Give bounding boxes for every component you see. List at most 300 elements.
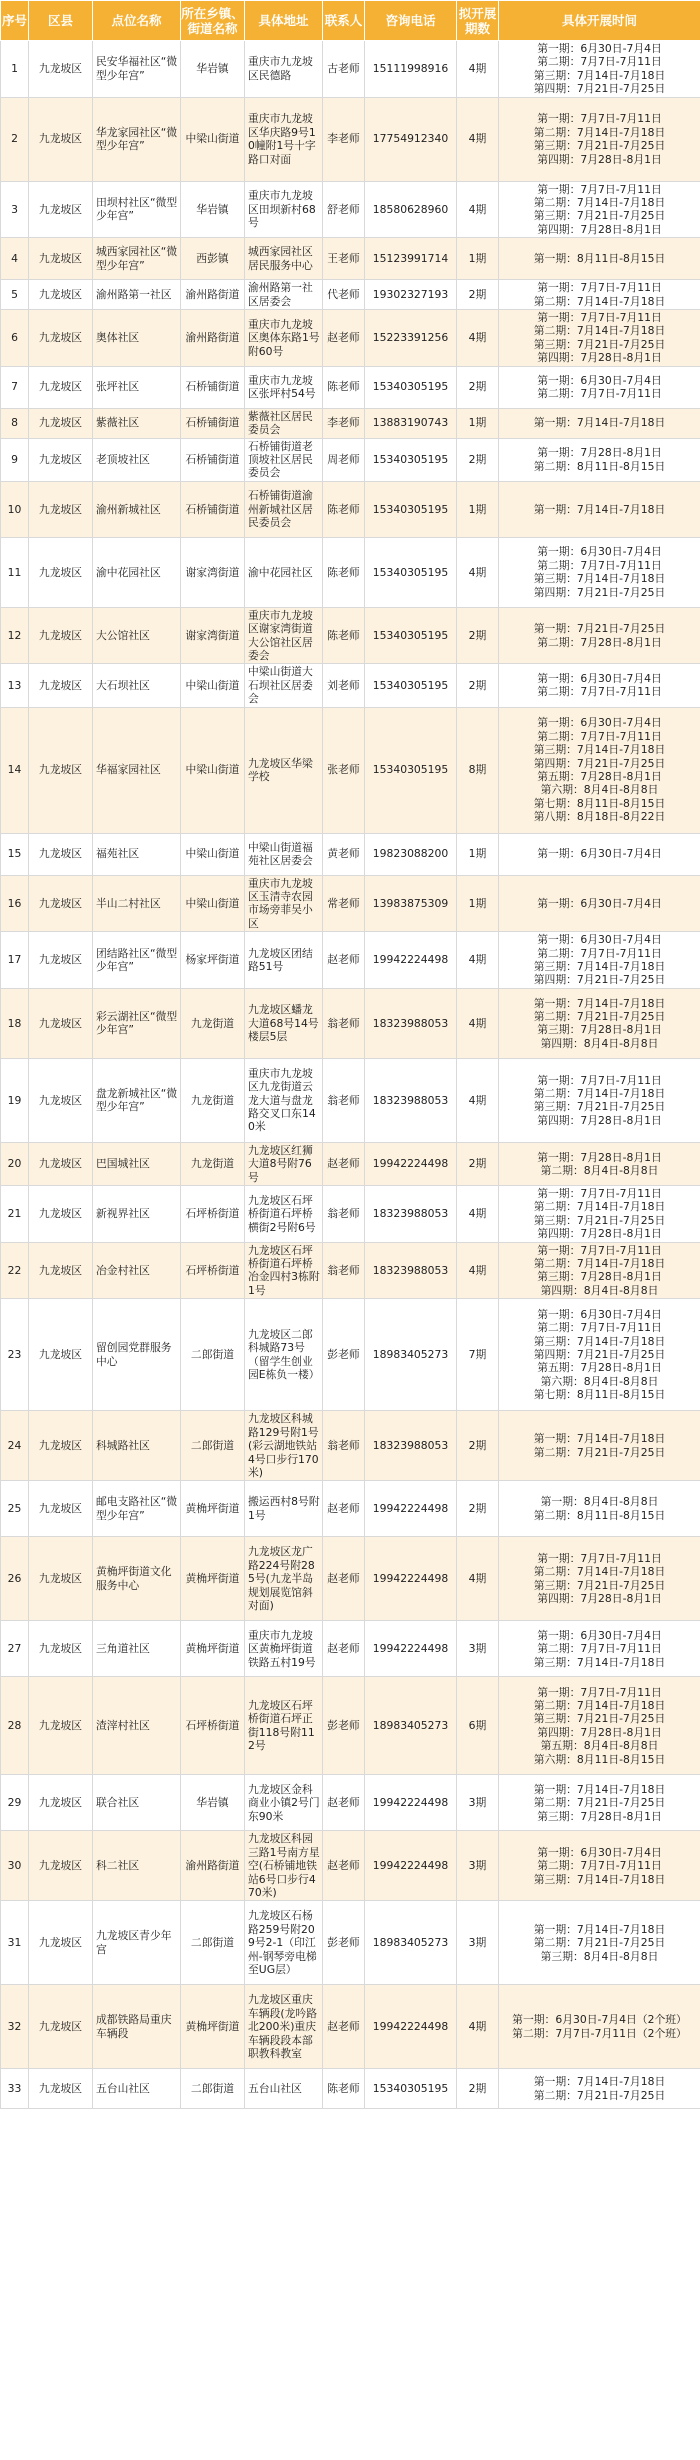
cell-contact: 陈老师 <box>323 607 365 664</box>
schedule-period: 第二期：7月21日-7月25日 <box>533 1936 666 1950</box>
cell-contact: 赵老师 <box>323 932 365 989</box>
schedule-period: 第三期：7月21日-7月25日 <box>533 1213 666 1227</box>
cell-site-name: 华福家园社区 <box>93 707 181 833</box>
cell-county: 九龙坡区 <box>29 664 93 707</box>
cell-site-name: 渣滓村社区 <box>93 1677 181 1775</box>
cell-phone: 18983405273 <box>365 1901 457 1985</box>
cell-address: 渝州路第一社区居委会 <box>245 280 323 310</box>
cell-contact: 翁老师 <box>323 1186 365 1243</box>
cell-phone: 19942224498 <box>365 1481 457 1537</box>
cell-phone: 18323988053 <box>365 1411 457 1481</box>
schedule-period: 第三期：7月14日-7月18日 <box>533 1334 666 1348</box>
cell-street: 中梁山街道 <box>181 97 245 181</box>
cell-index: 3 <box>1 181 29 238</box>
cell-site-name: 城西家园社区“微型少年宫” <box>93 238 181 280</box>
cell-site-name: 科城路社区 <box>93 1411 181 1481</box>
cell-schedule <box>499 1481 700 1537</box>
cell-schedule <box>499 1242 700 1299</box>
table-row <box>1 1299 700 1411</box>
schedule-period: 第一期：6月30日-7月4日 <box>537 545 662 559</box>
schedule-period: 第三期：7月28日-8月1日 <box>537 1270 662 1284</box>
cell-index: 1 <box>1 41 29 98</box>
cell-index: 12 <box>1 607 29 664</box>
schedule-period: 第一期：6月30日-7月4日 <box>537 373 662 387</box>
table-row <box>1 481 700 537</box>
cell-address: 五台山社区 <box>245 2069 323 2109</box>
schedule-period: 第四期：7月28日-8月1日 <box>537 351 662 365</box>
cell-phone: 15340305195 <box>365 438 457 481</box>
cell-contact: 彭老师 <box>323 1677 365 1775</box>
cell-periods: 2期 <box>457 1411 499 1481</box>
cell-county: 九龙坡区 <box>29 833 93 875</box>
cell-index: 18 <box>1 988 29 1058</box>
cell-site-name: 半山二村社区 <box>93 875 181 932</box>
cell-street: 石桥铺街道 <box>181 408 245 438</box>
cell-periods: 3期 <box>457 1831 499 1901</box>
cell-periods: 1期 <box>457 875 499 932</box>
table-row <box>1 537 700 607</box>
table-row <box>1 1481 700 1537</box>
cell-phone: 19302327193 <box>365 280 457 310</box>
cell-address: 九龙坡区石坪桥街道石坪桥冶金四村3栋附1号 <box>245 1242 323 1299</box>
schedule-period: 第二期：7月14日-7月18日 <box>533 1200 666 1214</box>
cell-index: 19 <box>1 1058 29 1142</box>
cell-phone: 19942224498 <box>365 1775 457 1831</box>
cell-address: 九龙坡区团结路51号 <box>245 932 323 989</box>
table-row <box>1 1901 700 1985</box>
cell-county: 九龙坡区 <box>29 988 93 1058</box>
cell-county: 九龙坡区 <box>29 238 93 280</box>
cell-contact: 翁老师 <box>323 1242 365 1299</box>
cell-periods: 4期 <box>457 932 499 989</box>
cell-periods: 8期 <box>457 707 499 833</box>
cell-site-name: 华龙家园社区“微型少年宫” <box>93 97 181 181</box>
cell-contact: 陈老师 <box>323 366 365 408</box>
cell-county: 九龙坡区 <box>29 408 93 438</box>
cell-index: 9 <box>1 438 29 481</box>
cell-contact: 李老师 <box>323 97 365 181</box>
schedule-period: 第一期：7月28日-8月1日 <box>537 1150 662 1164</box>
cell-phone: 15340305195 <box>365 537 457 607</box>
schedule-period: 第三期：8月4日-8月8日 <box>540 1949 659 1963</box>
schedule-period: 第二期：7月14日-7月18日 <box>533 1257 666 1271</box>
cell-schedule <box>499 1299 700 1411</box>
cell-phone: 19942224498 <box>365 1831 457 1901</box>
cell-site-name: 田坝村社区“微型少年宫” <box>93 181 181 238</box>
cell-periods: 4期 <box>457 97 499 181</box>
cell-periods: 2期 <box>457 438 499 481</box>
cell-index: 17 <box>1 932 29 989</box>
schedule-period: 第五期：8月4日-8月8日 <box>540 1739 659 1753</box>
cell-site-name: 新视界社区 <box>93 1186 181 1243</box>
cell-contact: 刘老师 <box>323 664 365 707</box>
cell-street: 华岩镇 <box>181 41 245 98</box>
cell-site-name: 团结路社区“微型少年宫” <box>93 932 181 989</box>
cell-street: 二郎街道 <box>181 1901 245 1985</box>
cell-street: 中梁山街道 <box>181 664 245 707</box>
cell-contact: 陈老师 <box>323 2069 365 2109</box>
cell-periods: 1期 <box>457 481 499 537</box>
schedule-period: 第一期：7月7日-7月11日 <box>537 1243 662 1257</box>
schedule-period: 第三期：7月14日-7月18日 <box>533 572 666 586</box>
cell-site-name: 联合社区 <box>93 1775 181 1831</box>
cell-address: 重庆市九龙坡区民德路 <box>245 41 323 98</box>
cell-index: 16 <box>1 875 29 932</box>
schedule-period: 第七期：8月11日-8月15日 <box>533 1388 666 1402</box>
schedule-period: 第二期：8月11日-8月15日 <box>533 1508 666 1522</box>
cell-index: 27 <box>1 1621 29 1677</box>
table-row <box>1 1058 700 1142</box>
cell-contact: 赵老师 <box>323 1775 365 1831</box>
table-row <box>1 932 700 989</box>
schedule-period: 第三期：7月28日-8月1日 <box>537 1023 662 1037</box>
cell-street: 二郎街道 <box>181 1299 245 1411</box>
cell-periods: 4期 <box>457 181 499 238</box>
cell-index: 7 <box>1 366 29 408</box>
cell-address: 石桥铺街道老顶坡社区居民委员会 <box>245 438 323 481</box>
schedule-period: 第三期：7月21日-7月25日 <box>533 1578 666 1592</box>
cell-periods: 4期 <box>457 310 499 367</box>
cell-phone: 19942224498 <box>365 932 457 989</box>
cell-address: 九龙坡区科园三路1号南方星空(石桥铺地铁站6号口步行470米) <box>245 1831 323 1901</box>
table-row <box>1 833 700 875</box>
cell-index: 24 <box>1 1411 29 1481</box>
cell-index: 11 <box>1 537 29 607</box>
cell-schedule <box>499 1537 700 1621</box>
cell-phone: 15111998916 <box>365 41 457 98</box>
cell-phone: 19942224498 <box>365 1985 457 2069</box>
cell-county: 九龙坡区 <box>29 2069 93 2109</box>
cell-phone: 13883190743 <box>365 408 457 438</box>
cell-street: 中梁山街道 <box>181 707 245 833</box>
schedule-period: 第一期：7月14日-7月18日 <box>533 2075 666 2089</box>
schedule-period: 第一期：7月14日-7月18日 <box>533 1432 666 1446</box>
cell-address: 搬运西村8号附1号 <box>245 1481 323 1537</box>
schedule-period: 第一期：8月4日-8月8日 <box>540 1495 659 1509</box>
cell-phone: 18983405273 <box>365 1299 457 1411</box>
cell-index: 14 <box>1 707 29 833</box>
cell-county: 九龙坡区 <box>29 607 93 664</box>
cell-contact: 赵老师 <box>323 1142 365 1185</box>
cell-address: 重庆市九龙坡区奥体东路1号附60号 <box>245 310 323 367</box>
cell-index: 2 <box>1 97 29 181</box>
cell-county: 九龙坡区 <box>29 1411 93 1481</box>
cell-phone: 18323988053 <box>365 988 457 1058</box>
cell-address: 九龙坡区石坪桥街道石坪正街118号附112号 <box>245 1677 323 1775</box>
cell-site-name: 张坪社区 <box>93 366 181 408</box>
cell-schedule <box>499 988 700 1058</box>
cell-index: 28 <box>1 1677 29 1775</box>
cell-county: 九龙坡区 <box>29 41 93 98</box>
cell-contact: 张老师 <box>323 707 365 833</box>
schedule-period: 第一期：6月30日-7月4日 <box>537 933 662 947</box>
schedule-period: 第三期：7月14日-7月18日 <box>533 960 666 973</box>
cell-site-name: 大石坝社区 <box>93 664 181 707</box>
cell-county: 九龙坡区 <box>29 875 93 932</box>
cell-phone: 18983405273 <box>365 1677 457 1775</box>
cell-address: 重庆市九龙坡区华庆路9号10幢附1号十字路口对面 <box>245 97 323 181</box>
cell-street: 二郎街道 <box>181 1411 245 1481</box>
cell-county: 九龙坡区 <box>29 97 93 181</box>
schedule-period: 第一期：7月14日-7月18日 <box>533 996 666 1010</box>
header-site-name: 点位名称 <box>93 1 181 41</box>
cell-phone: 15340305195 <box>365 481 457 537</box>
cell-schedule <box>499 1901 700 1985</box>
cell-schedule <box>499 1621 700 1677</box>
cell-street: 黄桷坪街道 <box>181 1621 245 1677</box>
schedule-period: 第三期：7月21日-7月25日 <box>533 1100 666 1114</box>
cell-phone: 19942224498 <box>365 1621 457 1677</box>
schedule-period: 第二期：7月7日-7月11日 <box>537 558 662 572</box>
table-row <box>1 41 700 98</box>
schedule-period: 第四期：7月21日-7月25日 <box>533 973 666 987</box>
cell-contact: 常老师 <box>323 875 365 932</box>
cell-site-name: 科二社区 <box>93 1831 181 1901</box>
schedule-period: 第二期：7月7日-7月11日（2个班） <box>512 2026 687 2040</box>
cell-schedule <box>499 833 700 875</box>
schedule-period: 第一期：6月30日-7月4日 <box>537 896 662 910</box>
table-row <box>1 1677 700 1775</box>
cell-periods: 2期 <box>457 664 499 707</box>
cell-index: 4 <box>1 238 29 280</box>
cell-phone: 19823088200 <box>365 833 457 875</box>
cell-address: 重庆市九龙坡区张坪村54号 <box>245 366 323 408</box>
cell-schedule <box>499 1677 700 1775</box>
schedule-period: 第二期：7月7日-7月11日 <box>537 387 662 401</box>
table-row <box>1 238 700 280</box>
cell-site-name: 巴国城社区 <box>93 1142 181 1185</box>
schedule-period: 第一期：7月28日-8月1日 <box>537 446 662 460</box>
table-row <box>1 875 700 932</box>
cell-schedule <box>499 2069 700 2109</box>
cell-periods: 4期 <box>457 1186 499 1243</box>
cell-street: 九龙街道 <box>181 1058 245 1142</box>
cell-phone: 15340305195 <box>365 607 457 664</box>
cell-site-name: 大公馆社区 <box>93 607 181 664</box>
cell-phone: 19942224498 <box>365 1142 457 1185</box>
cell-county: 九龙坡区 <box>29 366 93 408</box>
cell-street: 黄桷坪街道 <box>181 1537 245 1621</box>
schedule-period: 第八期：8月18日-8月22日 <box>533 810 666 824</box>
schedule-period: 第三期：7月14日-7月18日 <box>533 1872 666 1886</box>
cell-address: 城西家园社区居民服务中心 <box>245 238 323 280</box>
schedule-period: 第二期：7月7日-7月11日 <box>537 1642 662 1656</box>
schedule-period: 第一期：7月14日-7月18日 <box>533 502 666 516</box>
header-street: 所在乡镇、街道名称 <box>181 1 245 41</box>
header-index: 序号 <box>1 1 29 41</box>
cell-street: 渝州路街道 <box>181 1831 245 1901</box>
cell-street: 石坪桥街道 <box>181 1677 245 1775</box>
table-row <box>1 408 700 438</box>
cell-contact: 黄老师 <box>323 833 365 875</box>
schedule-period: 第六期：8月11日-8月15日 <box>533 1752 666 1766</box>
cell-county: 九龙坡区 <box>29 1242 93 1299</box>
cell-site-name: 邮电支路社区“微型少年宫” <box>93 1481 181 1537</box>
cell-periods: 2期 <box>457 2069 499 2109</box>
cell-schedule <box>499 438 700 481</box>
cell-county: 九龙坡区 <box>29 481 93 537</box>
cell-index: 13 <box>1 664 29 707</box>
header-county: 区县 <box>29 1 93 41</box>
cell-periods: 1期 <box>457 833 499 875</box>
cell-site-name: 民安华福社区“微型少年宫” <box>93 41 181 98</box>
table-row <box>1 280 700 310</box>
table-row <box>1 707 700 833</box>
cell-street: 中梁山街道 <box>181 833 245 875</box>
cell-schedule <box>499 1142 700 1185</box>
cell-periods: 6期 <box>457 1677 499 1775</box>
cell-schedule <box>499 1058 700 1142</box>
table-row <box>1 664 700 707</box>
cell-address: 九龙坡区二郎科城路73号（留学生创业园E栋负一楼） <box>245 1299 323 1411</box>
cell-county: 九龙坡区 <box>29 1537 93 1621</box>
cell-site-name: 渝中花园社区 <box>93 537 181 607</box>
cell-schedule <box>499 537 700 607</box>
schedule-period: 第一期：6月30日-7月4日 <box>537 42 662 55</box>
cell-site-name: 黄桷坪街道文化服务中心 <box>93 1537 181 1621</box>
cell-county: 九龙坡区 <box>29 1142 93 1185</box>
table-row <box>1 181 700 238</box>
schedule-period: 第二期：7月14日-7月18日 <box>533 1565 666 1579</box>
cell-periods: 2期 <box>457 280 499 310</box>
cell-phone: 18323988053 <box>365 1242 457 1299</box>
cell-schedule <box>499 408 700 438</box>
table-header-row <box>1 1 700 41</box>
cell-phone: 19942224498 <box>365 1537 457 1621</box>
cell-periods: 7期 <box>457 1299 499 1411</box>
cell-contact: 翁老师 <box>323 988 365 1058</box>
cell-county: 九龙坡区 <box>29 1299 93 1411</box>
cell-contact: 赵老师 <box>323 1985 365 2069</box>
cell-site-name: 老顶坡社区 <box>93 438 181 481</box>
cell-contact: 翁老师 <box>323 1411 365 1481</box>
schedule-period: 第一期：7月7日-7月11日 <box>537 112 662 126</box>
header-phone: 咨询电话 <box>365 1 457 41</box>
cell-street: 石桥铺街道 <box>181 481 245 537</box>
cell-street: 黄桷坪街道 <box>181 1985 245 2069</box>
cell-periods: 2期 <box>457 366 499 408</box>
cell-periods: 4期 <box>457 1537 499 1621</box>
cell-site-name: 三角道社区 <box>93 1621 181 1677</box>
cell-county: 九龙坡区 <box>29 1901 93 1985</box>
schedule-period: 第三期：7月21日-7月25日 <box>533 139 666 153</box>
cell-county: 九龙坡区 <box>29 707 93 833</box>
schedule-period: 第二期：8月4日-8月8日 <box>540 1163 659 1177</box>
cell-periods: 2期 <box>457 607 499 664</box>
cell-address: 九龙坡区重庆车辆段(龙吟路北200米)重庆车辆段段本部职教科教室 <box>245 1985 323 2069</box>
table-row <box>1 1411 700 1481</box>
cell-address: 九龙坡区华梁学校 <box>245 707 323 833</box>
cell-site-name: 五台山社区 <box>93 2069 181 2109</box>
schedule-period: 第三期：7月14日-7月18日 <box>533 743 666 757</box>
header-contact: 联系人 <box>323 1 365 41</box>
cell-index: 8 <box>1 408 29 438</box>
schedule-period: 第一期：7月7日-7月11日 <box>537 311 662 325</box>
cell-schedule <box>499 707 700 833</box>
cell-contact: 周老师 <box>323 438 365 481</box>
cell-county: 九龙坡区 <box>29 1985 93 2069</box>
table-row <box>1 1186 700 1243</box>
table-row <box>1 97 700 181</box>
cell-street: 石坪桥街道 <box>181 1186 245 1243</box>
cell-street: 石坪桥街道 <box>181 1242 245 1299</box>
cell-address: 九龙坡区蟠龙大道68号14号楼层5层 <box>245 988 323 1058</box>
cell-county: 九龙坡区 <box>29 537 93 607</box>
schedule-period: 第二期：7月21日-7月25日 <box>533 1796 666 1810</box>
cell-county: 九龙坡区 <box>29 438 93 481</box>
cell-phone: 15223391256 <box>365 310 457 367</box>
cell-county: 九龙坡区 <box>29 280 93 310</box>
cell-site-name: 奥体社区 <box>93 310 181 367</box>
schedule-period: 第四期：7月21日-7月25日 <box>533 585 666 599</box>
schedule-period: 第一期：7月14日-7月18日 <box>533 1922 666 1936</box>
cell-phone: 15340305195 <box>365 664 457 707</box>
cell-county: 九龙坡区 <box>29 1775 93 1831</box>
schedule-period: 第四期：7月28日-8月1日 <box>537 1592 662 1606</box>
cell-contact: 王老师 <box>323 238 365 280</box>
cell-contact: 陈老师 <box>323 537 365 607</box>
schedule-period: 第二期：7月21日-7月25日 <box>533 1445 666 1459</box>
cell-phone: 13983875309 <box>365 875 457 932</box>
schedule-period: 第五期：7月28日-8月1日 <box>537 770 662 784</box>
cell-schedule <box>499 366 700 408</box>
cell-phone: 18323988053 <box>365 1058 457 1142</box>
cell-address: 中梁山街道福苑社区居委会 <box>245 833 323 875</box>
cell-periods: 4期 <box>457 1985 499 2069</box>
schedule-period: 第一期：8月11日-8月15日 <box>533 252 666 266</box>
cell-periods: 3期 <box>457 1621 499 1677</box>
cell-index: 25 <box>1 1481 29 1537</box>
table-row <box>1 1537 700 1621</box>
cell-contact: 赵老师 <box>323 1831 365 1901</box>
cell-county: 九龙坡区 <box>29 310 93 367</box>
table-row <box>1 366 700 408</box>
cell-schedule <box>499 664 700 707</box>
cell-periods: 1期 <box>457 238 499 280</box>
schedule-period: 第三期：7月28日-8月1日 <box>537 1809 662 1823</box>
cell-periods: 3期 <box>457 1775 499 1831</box>
cell-site-name: 成都铁路局重庆车辆段 <box>93 1985 181 2069</box>
schedule-period: 第二期：7月7日-7月11日 <box>537 55 662 69</box>
cell-contact: 李老师 <box>323 408 365 438</box>
cell-phone: 17754912340 <box>365 97 457 181</box>
header-schedule: 具体开展时间 <box>499 1 700 41</box>
schedule-period: 第二期：7月14日-7月18日 <box>533 1699 666 1712</box>
table-row <box>1 1621 700 1677</box>
cell-county: 九龙坡区 <box>29 181 93 238</box>
cell-contact: 赵老师 <box>323 1537 365 1621</box>
schedule-period: 第四期：7月21日-7月25日 <box>533 82 666 96</box>
cell-street: 谢家湾街道 <box>181 607 245 664</box>
schedule-period: 第七期：8月11日-8月15日 <box>533 796 666 810</box>
schedule-period: 第三期：7月21日-7月25日 <box>533 1712 666 1726</box>
cell-periods: 4期 <box>457 1242 499 1299</box>
schedule-period: 第四期：7月28日-8月1日 <box>537 222 662 236</box>
cell-address: 紫薇社区居民委员会 <box>245 408 323 438</box>
cell-street: 谢家湾街道 <box>181 537 245 607</box>
cell-schedule <box>499 181 700 238</box>
cell-address: 九龙坡区龙广路224号附285号(九龙半岛规划展览馆斜对面) <box>245 1537 323 1621</box>
header-address: 具体地址 <box>245 1 323 41</box>
cell-site-name: 冶金村社区 <box>93 1242 181 1299</box>
schedule-period: 第五期：7月28日-8月1日 <box>537 1361 662 1375</box>
cell-address: 九龙坡区金科商业小镇2号门东90米 <box>245 1775 323 1831</box>
schedule-period: 第三期：7月14日-7月18日 <box>533 68 666 82</box>
table-row <box>1 1775 700 1831</box>
cell-contact: 翁老师 <box>323 1058 365 1142</box>
schedule-period: 第二期：7月14日-7月18日 <box>533 125 666 139</box>
cell-contact: 彭老师 <box>323 1299 365 1411</box>
